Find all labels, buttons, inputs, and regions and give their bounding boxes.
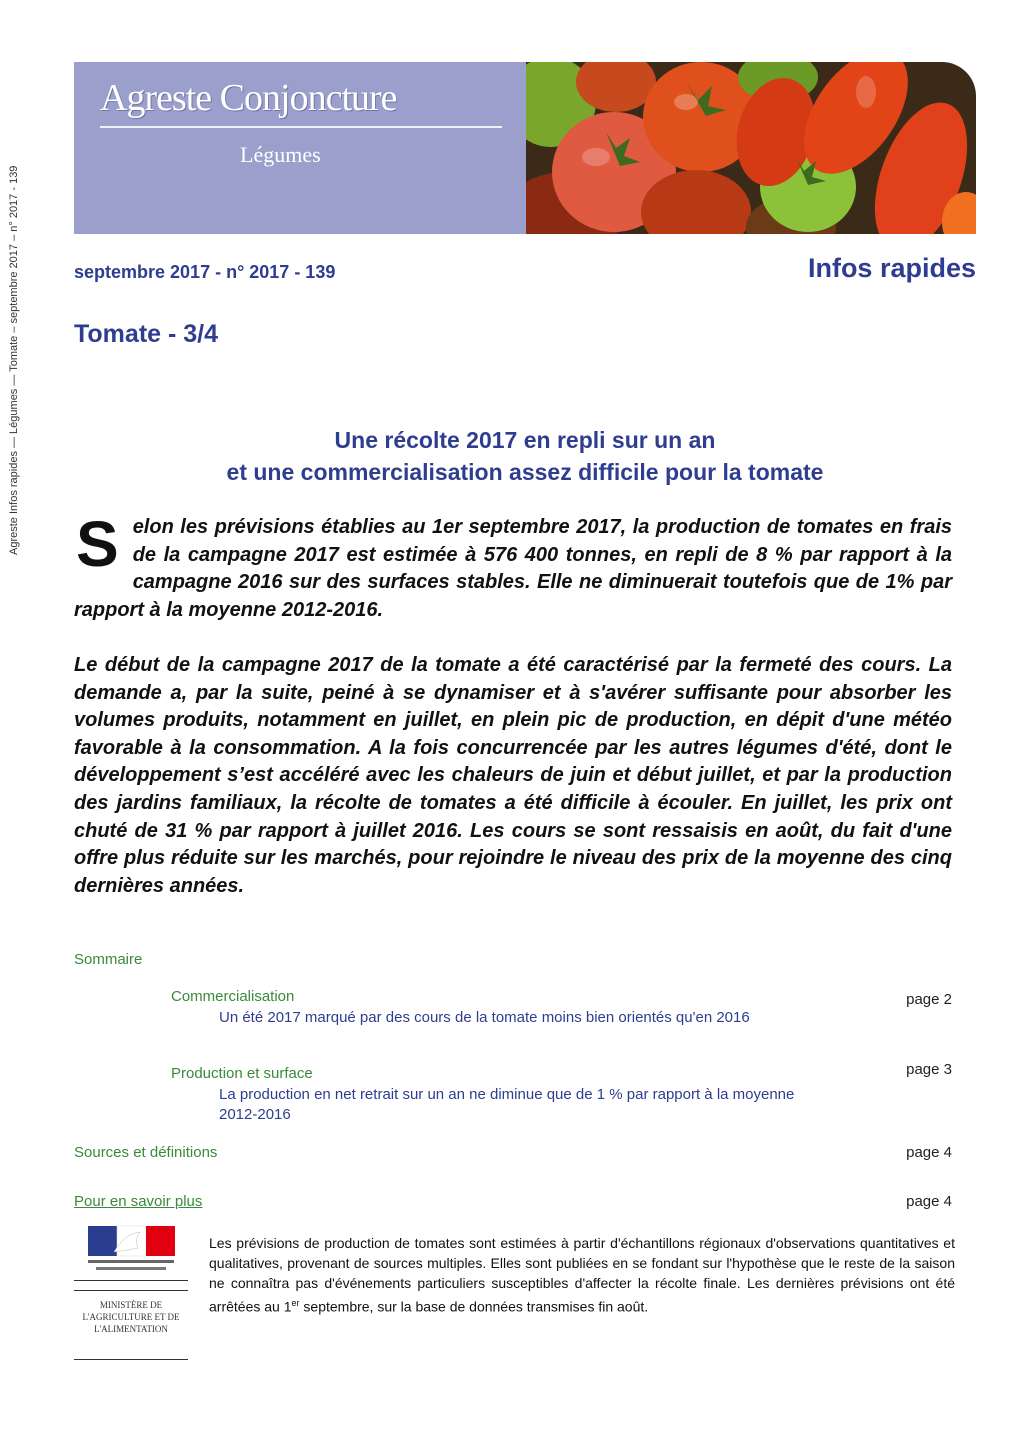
methodology-text: Les prévisions de production de tomates sont estimées à partir d'échantillons régionaux d'observations quantitatives et qualitatives, provenant de sources multiples. Elles sont publiées en se fondant sur l'hypothèse que le reste de la saison ne connaîtra pas d'événements particuliers susceptibles d'affecter la récolte finale. Les dernières prévisions ont été arrêtées au 1: [209, 1235, 955, 1315]
lead-paragraph-1: [74, 508, 952, 624]
toc-title: Sommaire: [74, 951, 143, 968]
brand-underline: [100, 126, 502, 128]
tomatoes-photo: [526, 62, 976, 234]
toc-page-sources: page 4: [906, 1144, 952, 1161]
headline-line-2: et une commercialisation assez difficile pour la tomate: [226, 459, 824, 485]
lead-paragraph-1-text: elon les prévisions établies au 1er septembre 2017, la production de tomates en frais de la campagne 2017 est estimée à 576 400 tonnes, en repli de 8 % par rapport à la campagne 2016 sur des surfaces stables. Elle ne diminuerait toutefois que de 1% par rapport à la moyenne 2012-2016.: [74, 516, 952, 621]
series-title: Infos rapides: [807, 253, 976, 283]
brand-logo-text: Agreste Conjoncture: [100, 77, 397, 119]
toc-item-savoir-plus[interactable]: Pour en savoir plus: [74, 1193, 203, 1210]
toc-page-commercialisation: page 2: [906, 991, 952, 1008]
toc-item-sources[interactable]: Sources et définitions: [74, 1144, 218, 1161]
toc-page-savoir-plus: page 4: [906, 1193, 952, 1210]
header-banner: [74, 62, 976, 234]
toc-item-commercialisation[interactable]: Commercialisation: [171, 988, 295, 1005]
methodology-text-end: septembre, sur la base de données transmises fin août.: [299, 1298, 649, 1315]
toc-desc-production: La production en net retrait sur un an ne diminue que de 1 % par rapport à la moyenne 2012-2016: [219, 1086, 795, 1123]
product-title: Tomate - 3/4: [74, 320, 219, 348]
methodology-note: [209, 1233, 955, 1317]
section-name: Légumes: [240, 142, 321, 167]
ministry-logo: MINISTÈRE DE L'AGRICULTURE ET DE L'ALIMENTATION: [74, 1290, 188, 1360]
side-running-header: Agreste Infos rapides — Légumes — Tomate – septembre 2017 – n° 2017 - 139: [8, 165, 20, 555]
headline-line-1: Une récolte 2017 en repli sur un an: [334, 427, 716, 453]
lead-paragraph-2: Le début de la campagne 2017 de la tomate a été caractérisé par la fermeté des cours. La demande a, par la suite, peiné à se dynamiser et à s'avérer suffisante pour absorber les volumes produits, notamment en juillet, en plein pic de production, en dépit d'une météo favorable à la consommation. A la fois concurrencée par les autres légumes d'été, dont le développement s’est accéléré avec les chaleurs de juin et début juillet, et par la production des jardins familiaux, la récolte de tomates a été difficile à écouler. En juillet, les prix ont chuté de 31 % par rapport à juillet 2016. Les cours se sont ressaisis en août, du fait d'une offre plus réduite sur les marchés, pour rejoindre le niveau des prix de la moyenne des cinq dernières années.: [74, 654, 952, 897]
toc-desc-commercialisation: Un été 2017 marqué par des cours de la tomate moins bien orientés qu'en 2016: [219, 1009, 750, 1026]
toc-item-production[interactable]: Production et surface: [171, 1065, 313, 1082]
methodology-sup: er: [291, 1298, 300, 1308]
republic-logo: [74, 1222, 188, 1281]
banner-title-panel: [74, 62, 526, 234]
issue-number: septembre 2017 - n° 2017 - 139: [74, 262, 336, 282]
toc-page-production: page 3: [906, 1061, 952, 1078]
drop-cap: S: [76, 508, 119, 580]
